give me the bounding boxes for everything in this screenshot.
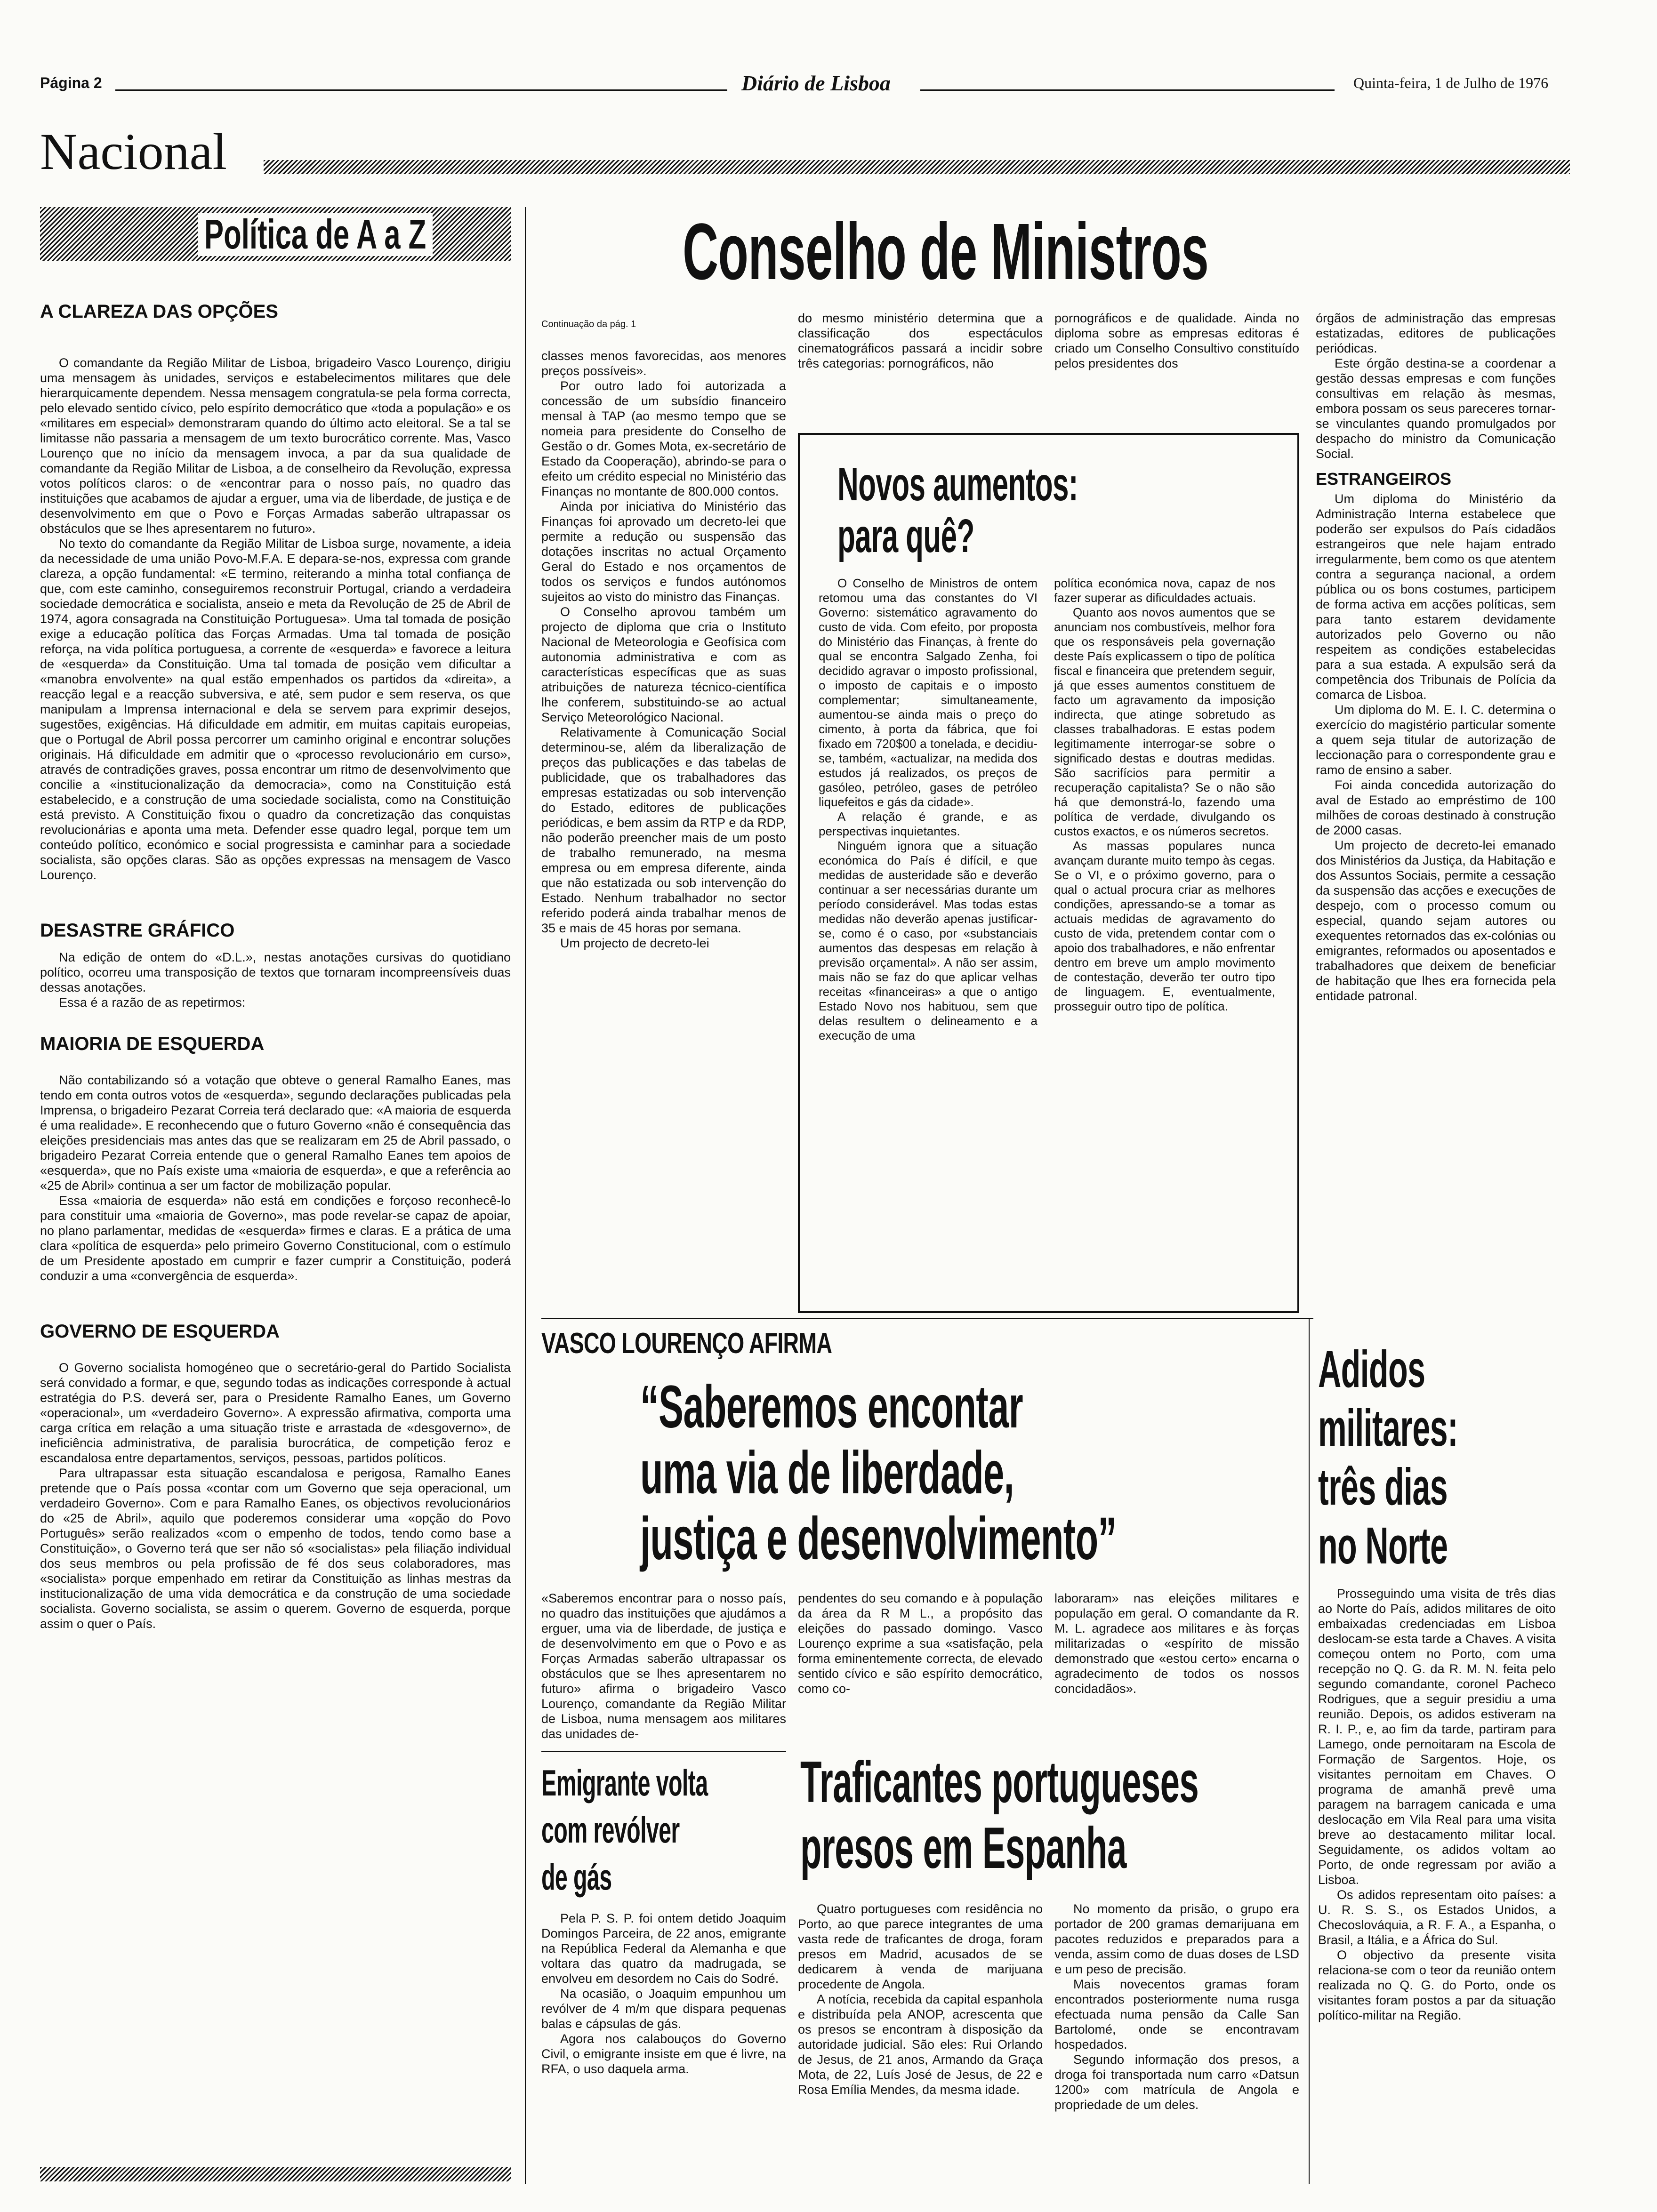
vasco-headline-line1: “Saberemos encontar: [640, 1373, 1023, 1441]
masthead-rule-right: [920, 89, 1335, 91]
issue-date: Quinta-feira, 1 de Julho de 1976: [1353, 74, 1549, 91]
item-heading: MAIORIA DE ESQUERDA: [40, 1034, 265, 1054]
emigrante-title-line2: com revólver: [541, 1809, 680, 1851]
adidos-body: Prosseguindo uma visita de três dias ao Norte do País, adidos militares de oito embaixadas credenciadas em Lisboa deslocam-se esta tarde a Chaves. A visita começou ontem no Porto, com uma recepção no Q. G. da R. M. N. feita pelo segundo comandante, coronel Pacheco Rodrigues, que a seguir presidiu a uma reunião. Depois, os adidos estiveram na R. I. P., e, ao fim da tarde, partiram para Lamego, onde pernoitaram na Escola de Formação de Sargentos. Hoje, os visitantes pernoitam em Chaves. O programa de amanhã prevê uma paragem na barragem canicada e uma deslocação em Vila Real para uma visita breve ao destacamento militar local. Seguidamente, os adidos voltam ao Porto, de onde regressam por avião a Lisboa. Os adidos representam oito países: a U. R. S. S., os Estados Unidos, a Checoslováquia, a R. F. A., a Espanha, o Brasil, a Itália, e a África do Sul. O objectivo da presente visita relaciona-se com o teor da reunião ontem realizada no Q. G. do Porto, onde os visitantes foram postos a par da situação político-militar na Região.: [1318, 1587, 1556, 2022]
vasco-top-rule: [541, 1318, 1313, 1319]
paper-name: Diário de Lisboa: [741, 71, 891, 95]
conselho-title: Conselho de Ministros: [683, 207, 1209, 297]
traficantes-col2: No momento da prisão, o grupo era portador de 200 gramas demarijuana em pacotes reduzidos e preparados para a venda, assim como de duas doses de LSD e um peso de precisão. Mais novecentos gramas foram encontrados posteriormente numa rusga efectuada numa pensão da Calle San Bartolomé, onde se encontravam hospedados. Segundo informação dos presos, a droga foi transportada num carro «Datsun 1200» com matrícula de Angola e propriedade de um deles.: [1054, 1902, 1299, 2112]
item-heading: A CLAREZA DAS OPÇÕES: [40, 301, 278, 322]
emigrante-body: Pela P. S. P. foi ontem detido Joaquim Domingos Parceira, de 22 anos, emigrante na República Federal da Alemanha e que voltara das quatro da madrugada, se envolveu em desordem no Cais do Sodré. Na ocasião, o Joaquim empunhou um revólver de 4 m/m que dispara pequenas balas e cápsulas de gás. Agora nos calabouços do Governo Civil, o emigrante insiste em que é livre, na RFA, o uso daquela arma.: [541, 1911, 786, 2076]
emigrante-title-line3: de gás: [541, 1856, 612, 1898]
adidos-title-line2: militares:: [1318, 1399, 1458, 1457]
emigrante-top-rule: [541, 1751, 786, 1752]
vasco-headline-line2: uma via de liberdade,: [640, 1439, 1014, 1507]
traficantes-col1: Quatro portugueses com residência no Porto, ao que parece integrantes de uma vasta rede de traficantes de droga, foram presos em Madrid, acusados de se dedicarem à venda de marijuana procedente de Angola. A notícia, recebida da capital espanhola e distribuída pela ANOP, acrescenta que os presos se encontram à disposição da autoridade judicial. São eles: Rui Orlando de Jesus, de 21 anos, Armando da Graça Mota, de 22, Luís José de Jesus, de 22 e Rosa Emília Mendes, da mesma idade.: [798, 1902, 1043, 2097]
vasco-col1: «Saberemos encontrar para o nosso país, no quadro das instituições que ajudámos a erguer, uma via de liberdade, de justiça e de desenvolvimento em que o Povo e as Forças Armadas saberão ultrapassar os obstáculos que se lhes apresentarem no futuro» afirma o brigadeiro Vasco Lourenço, comandante da Região Militar de Lisboa, numa mensagem aos militares das unidades de-: [541, 1591, 786, 1741]
column-footer-hatch: [40, 2167, 511, 2181]
adidos-title-line3: três dias: [1318, 1458, 1448, 1516]
emigrante-title-line1: Emigrante volta: [541, 1762, 708, 1803]
left-column: [40, 301, 511, 1631]
aumentos-col2: política económica nova, capaz de nos fazer superar as dificuldades actuais. Quanto aos novos aumentos que se anunciam nos combustíveis, melhor fora que os responsáveis pela governação deste País explicassem o tipo de política fiscal e financeira que pretendem seguir, já que esses aumentos constituem de facto um agravamento da imposição indirecta, que atinge sobretudo as classes trabalhadoras. E estas podem legitimamente interrogar-se sobre o significado destas e doutras medidas. São sacrifícios para permitir a recuperação capitalista? Se o não são há que demonstrá-lo, fazendo uma política de verdade, divulgando os custos exactos, e os números secretos. As massas populares nunca avançam durante muito tempo às cegas. Se o VI, e o próximo governo, para o qual o actual procura criar as melhores condições, apressando-se a tomar as actuais medidas de agravamento do custo de vida, pretendem contar com o apoio dos trabalhadores, e não enfrentar dentro em breve um amplo movimento de contestação, deverão ter outro tipo de linguagem. E, eventualmente, prosseguir outro tipo de política.: [1054, 576, 1275, 1013]
item-body: Na edição de ontem do «D.L.», nestas anotações cursivas do quotidiano político, ocorreu uma transposição de textos que tornaram incompreensíveis duas dessas anotações. Essa é a razão de as repetirmos:: [40, 950, 511, 1010]
masthead: [40, 71, 1570, 99]
conselho-col3-top: pornográficos e de qualidade. Ainda no diploma sobre as empresas editoras é criado um Conselho Consultivo constituído pelos presidentes dos: [1054, 311, 1299, 370]
column-banner: Política de A a Z: [198, 213, 433, 256]
vasco-headline-line3: justiça e desenvolvimento”: [640, 1505, 1117, 1572]
continuation-note: Continuação da pág. 1: [541, 319, 636, 329]
aumentos-title-line1: Novos aumentos:: [837, 458, 1078, 511]
aumentos-title-line2: para quê?: [837, 510, 974, 562]
adidos-title-line4: no Norte: [1318, 1517, 1448, 1575]
masthead-rule-left: [115, 89, 727, 91]
item-body: O comandante da Região Militar de Lisboa, brigadeiro Vasco Lourenço, dirigiu uma mensagem às unidades, serviços e estabelecimentos militares que dele hierarquicamente dependem. Nessa mensagem congratula-se pela forma correcta, pelo elevado sentido cívico, pelo espírito democrático que «toda a população» e os «militares em especial» demonstraram quando do último acto eleitoral. Se a tal se limitasse não passaria a mensagem de um texto burocrático corrente. Mas, Vasco Lourenço que no início da mensagem invoca, a par da sua qualidade de comandante da Região Militar de Lisboa, a de conselheiro da Revolução, expressa votos políticos claros: o de «encontrar para o nosso país, no quadro das instituições que acabamos de ajudar a erguer, uma via de liberdade, de justiça e de desenvolvimento em que o Povo e Forças Armadas saberão ultrapassar os obstáculos que se lhes apresentarem no futuro». No texto do comandante da Região Militar de Lisboa surge, novamente, a ideia da necessidade de uma união Povo-M.F.A. E depara-se-nos, expressa com grande clareza, a opção fundamental: «E termino, reiterando a minha total confiança de que, com este caminho, conseguiremos reconstruir Portugal, criando a verdadeira sociedade democrática e socialista, anseio e meta da Revolução de 25 de Abril de 1974, agora consagrada na Constituição Portuguesa». Uma tal tomada de posição exige a educação política das Forças Armadas. Uma tal tomada de posição reforça, na vida política portuguesa, a corrente de «esquerda» e favorece a leitura de «esquerda» da Constituição. Uma tal tomada de posição vem dificultar a «manobra envolvente» na qual estão empenhados os partidos da «direita», a reacção legal e a reacção subversiva, e até, sem pudor e sem reserva, os que manipulam a Imprensa internacional e dela se servem para exprimir desejos, sugestões, exigências. Há dificuldade em admitir, em muitas capitais europeias, que o Portugal de Abril possa percorrer um caminho original e encontrar soluções originais. Há dificuldade em admitir que o «processo revolucionário em curso», através de contradições graves, possa encontrar um ritmo de desenvolvimento que concilie a «institucionalização da democracia», como na Constituição está estabelecido, e a construção de uma sociedade socialista, como na Constituição está previsto. A Constituição fixou o quadro da concretização das conquistas revolucionárias e aponta uma meta. Defender esse quadro legal, porque tem um conteúdo político, económico e social progressista e caminhar para a sociedade socialista, são opções claras. São as opções expressas na mensagem de Vasco Lourenço.: [40, 356, 511, 882]
column-divider: [525, 207, 526, 2184]
item-heading: GOVERNO DE ESQUERDA: [40, 1321, 280, 1342]
adidos-title-line1: Adidos: [1318, 1340, 1425, 1398]
section-hatch-bar: [264, 160, 1570, 174]
item-heading: DESASTRE GRÁFICO: [40, 920, 235, 941]
item-body: O Governo socialista homogéneo que o secretário-geral do Partido Socialista será convidado a formar, e que, segundo todas as indicações corresponde à actual estratégia do P.S. deverá ser, para o Presidente Ramalho Eanes, um Governo «operacional», um «verdadeiro Governo». A expressão afirmativa, comporta uma carga crítica em relação a uma situação triste e arrastada de «desgoverno», de ineficiência administrativa, de paralisia burocrática, de competição feroz e escandalosa entre departamentos, serviços, pessoas, partidos políticos. Para ultrapassar esta situação escandalosa e perigosa, Ramalho Eanes pretende que o País possa «contar com um Governo que seja operacional, um verdadeiro Governo». Com e para Ramalho Eanes, os objectivos revolucionários do «25 de Abril», aquilo que poderemos considerar uma «opção do Povo Português» serão realizados «com o empenho de todos, tendo como base a Constituição», o Governo terá que ser não só «socialistas» pela filiação individual dos seus membros ou pela profissão de fé dos seus colaboradores, mas «socialista» porque empenhado em retirar da Constituição as linhas mestras da institucionalização de uma vida democrática e da construção de uma sociedade socialista. Governo socialista, se assim o querem. Governo de esquerda, porque assim o quer o País.: [40, 1361, 511, 1631]
conselho-col4: órgãos de administração das empresas estatizadas, editores de publicações periódicas. Este órgão destina-se a coordenar a gestão dessas empresas e com funções consultivas em relação às mesmas, embora possam os seus pareceres tornar-se vinculantes quando promulgados por despacho do ministro da Comunicação Social. ESTRANGEIROS Um diploma do Ministério da Administração Interna estabelece que poderão ser expulsos do País cidadãos estrangeiros que nele hajam entrado irregularmente, bem como os que atentem contra a segurança nacional, a ordem pública ou os bons costumes, participem de forma activa em acções políticas, sem para tanto estarem devidamente autorizados pelo Governo ou não respeitem as condições estabelecidas para a sua estada. A expulsão será da competência dos Tribunais de Polícia da comarca de Lisboa. Um diploma do M. E. I. C. determina o exercício do magistério particular somente a quem seja titular de autorização de leccionação para o correspondente grau e ramo de ensino a saber. Foi ainda concedida autorização do aval de Estado ao empréstimo de 100 milhões de coroas destinado à construção de 2000 casas. Um projecto de decreto-lei emanado dos Ministérios da Justiça, da Habitação e dos Assuntos Sociais, permite a cessação da suspensão das acções e execuções de despejo, com o processo comum ou especial, quando sejam autores ou exequentes retornados das ex-colónias ou emigrantes, reformados ou aposentados e trabalhadores que deixem de beneficiar de habitação que lhes era fornecida pela entidade patronal.: [1316, 311, 1556, 1003]
adidos-divider: [1309, 1318, 1310, 2184]
conselho-col2-top: do mesmo ministério determina que a classificação dos espectáculos cinematográficos passará a incidir sobre três categorias: pornográficos, não: [798, 311, 1043, 370]
estrangeiros-heading: ESTRANGEIROS: [1316, 469, 1452, 489]
aumentos-col1: O Conselho de Ministros de ontem retomou uma das constantes do VI Governo: sistemático agravamento do custo de vida. Com efeito, por proposta do Ministério das Finanças, à frente do qual se encontra Salgado Zenha, foi decidido agravar o imposto profissional, o imposto de capitais e o imposto complementar; simultaneamente, aumentou-se ainda mais o preço do cimento, à porta da fábrica, que foi fixado em 720$00 a tonelada, e decidiu-se, também, «actualizar, na medida dos estudos já realizados, os preços de gasóleo, petróleo, gases de petróleo liquefeitos e gás da cidade». A relação é grande, e as perspectivas inquietantes. Ninguém ignora que a situação económica do País é difícil, e que medidas de austeridade são e deverão continuar a ser necessárias durante um período considerável. Mas todas estas medidas não deverão apenas justificar-se, como é o caso, por «substanciais aumentos das despesas em relação à previsão orçamental». A não ser assim, mais não se faz do que aplicar velhas receitas «financeiras» a que o antigo Estado Novo nos habituou, sem que delas resultem o delineamento e a execução de uma: [819, 576, 1038, 1042]
aumentos-box: [798, 433, 1299, 1313]
traficantes-title-line1: Traficantes portugueses: [800, 1750, 1199, 1815]
conselho-col1: classes menos favorecidas, aos menores preços possíveis». Por outro lado foi autorizada a concessão de um subsídio financeiro mensal à TAP (ao mesmo tempo que se nomeia para presidente do Conselho de Gestão o dr. Gomes Mota, ex-secretário de Estado da Cooperação), abrindo-se para o efeito um crédito especial no Ministério das Finanças no montante de 800.000 contos. Ainda por iniciativa do Ministério das Finanças foi aprovado um decreto-lei que permite a redução ou suspensão das dotações inscritas no actual Orçamento Geral do Estado e nos orçamentos de todos os serviços e fundos autónomos sujeitos ao visto do ministro das Finanças. O Conselho aprovou também um projecto de diploma que cria o Instituto Nacional de Meteorologia e Geofísica com autonomia administrativa e com as características específicas que as suas atribuições de natureza técnico-científica lhe conferem, substituindo-se ao actual Serviço Meteorológico Nacional. Relativamente à Comunicação Social determinou-se, além da liberalização de preços das publicações e das tabelas de publicidade, que os trabalhadores das empresas estatizadas ou sob intervenção do Estado, editores de publicações periódicas, e bem assim da RTP e da RDP, não poderão preencher mais de um posto de trabalho remunerado, na mesma empresa ou em empresa diferente, ainda que não estatizada ou sob intervenção do Estado. Nenhum trabalhador no sector referido poderá ainda trabalhar menos de 35 e mais de 45 horas por semana. Um projecto de decreto-lei: [541, 349, 786, 950]
section-title: Nacional: [40, 123, 227, 180]
traficantes-title-line2: presos em Espanha: [800, 1816, 1126, 1881]
vasco-col3: laboraram» nas eleições militares e população em geral. O comandante da R. M. L. agradece aos militares e às forças militarizadas o «espírito de missão demonstrado que «estou certo» encarna o agradecimento de todos os nossos concidadãos».: [1054, 1591, 1299, 1696]
page-label: Página 2: [40, 74, 102, 91]
vasco-col2: pendentes do seu comando e à população da área da R M L., a propósito das eleições do passado domingo. Vasco Lourenço exprime a sua «satisfação, pela forma eminentemente correcta, de elevado sentido cívico e são espírito democrático, como co-: [798, 1591, 1043, 1696]
item-body: Não contabilizando só a votação que obteve o general Ramalho Eanes, mas tendo em conta outros votos de «esquerda», segundo declarações publicadas pela Imprensa, o brigadeiro Pezarat Correia terá declarado que: «A maioria de esquerda é uma realidade». E reconhecendo que o futuro Governo «não é consequência das eleições presidenciais mas antes das que se realizaram em 25 de Abril passado, o brigadeiro Pezarat Correia entende que o general Ramalho Eanes tem apoios de «esquerda», que no País existe uma «maioria de esquerda», e que a referência ao «25 de Abril» continua a ser um factor de mobilização popular. Essa «maioria de esquerda» não está em condições e forçoso reconhecê-lo para constituir uma «maioria de Governo», mas pode revelar-se capaz de apoiar, no plano parlamentar, medidas de «esquerda» firmes e claras. E a prática de uma clara «política de esquerda» pelo primeiro Governo Constitucional, com o estímulo de um Presidente apostado em cumprir e fazer cumprir a Constituição, poderá conduzir a uma «convergência de esquerda».: [40, 1073, 511, 1283]
vasco-kicker: VASCO LOURENÇO AFIRMA: [541, 1327, 832, 1360]
